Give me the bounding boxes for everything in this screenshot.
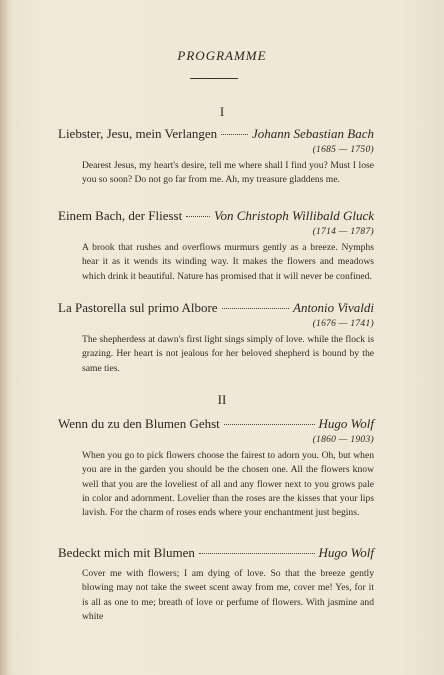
composer-name: Antonio Vivaldi (293, 300, 374, 315)
composer-dates: (1676 — 1741) (312, 319, 374, 329)
section-numeral-2: II (217, 392, 227, 407)
song-translation: Cover me with flowers; I am dying of love. So that the breeze gently blowing may not take the sweet scent away from me, cover me! Yes, for it is all as one to me; breath of love or perfume of flowers. With jasmine and white (82, 568, 374, 622)
programme-entry (58, 416, 374, 520)
composer-dates: (1860 — 1903) (312, 435, 374, 445)
song-translation: Dearest Jesus, my heart's desire, tell me where shall I find you? Must I lose you so soon? Do not go far from me. Ah, my treasure gladdens me. (82, 160, 374, 186)
programme-entry (58, 300, 374, 376)
composer-name: Hugo Wolf (318, 416, 374, 431)
page-title: PROGRAMME (177, 48, 267, 63)
programme-entry (58, 126, 374, 188)
dot-leader (199, 553, 315, 554)
song-title: Einem Bach, der Fliesst (58, 208, 183, 223)
composer-name: Hugo Wolf (318, 545, 374, 560)
song-title: La Pastorella sul primo Albore (58, 300, 218, 315)
entry-heading (58, 208, 374, 224)
composer-name: Von Christoph Willibald Gluck (214, 208, 374, 223)
page-fold-shadow (0, 0, 10, 675)
entry-heading (58, 416, 374, 432)
song-translation: A brook that rushes and overflows murmurs gently as a breeze. Nymphs hear it as it wends its winding way. It makes the flowers and meadows which drink it beautiful. Nature has promised that it will never be confined. (82, 242, 374, 282)
song-title: Liebster, Jesu, mein Verlangen (58, 126, 218, 141)
song-translation: When you go to pick flowers choose the fairest to adorn you. Oh, but when you are in the garden you should be the chosen one. All the flowers know well that you are the loveliest of all and any flower next to you grows pale in color and adornment. Lovelier than the roses are the kisses that your lips lavish. For the charm of roses ends where your enchantment just begins. (82, 450, 374, 519)
entry-heading (58, 126, 374, 142)
composer-dates: (1685 — 1750) (312, 145, 374, 155)
entry-heading (58, 545, 374, 561)
composer-dates: (1714 — 1787) (312, 227, 374, 237)
entry-heading (58, 300, 374, 316)
dot-leader (221, 134, 248, 135)
dot-leader (224, 424, 315, 425)
dot-leader (222, 308, 289, 309)
programme-entry (58, 545, 374, 624)
title-divider (190, 78, 238, 79)
composer-name: Johann Sebastian Bach (251, 126, 374, 141)
programme-entry (58, 208, 374, 284)
song-translation: The shepherdess at dawn's first light sings simply of love. while the flock is grazing. Her heart is not jealous for her beloved shepherd is bound by the same ties. (82, 334, 374, 374)
dot-leader (186, 216, 210, 217)
song-title: Bedeckt mich mit Blumen (58, 545, 195, 560)
section-numeral-1: I (219, 104, 225, 119)
song-title: Wenn du zu den Blumen Gehst (58, 416, 220, 431)
